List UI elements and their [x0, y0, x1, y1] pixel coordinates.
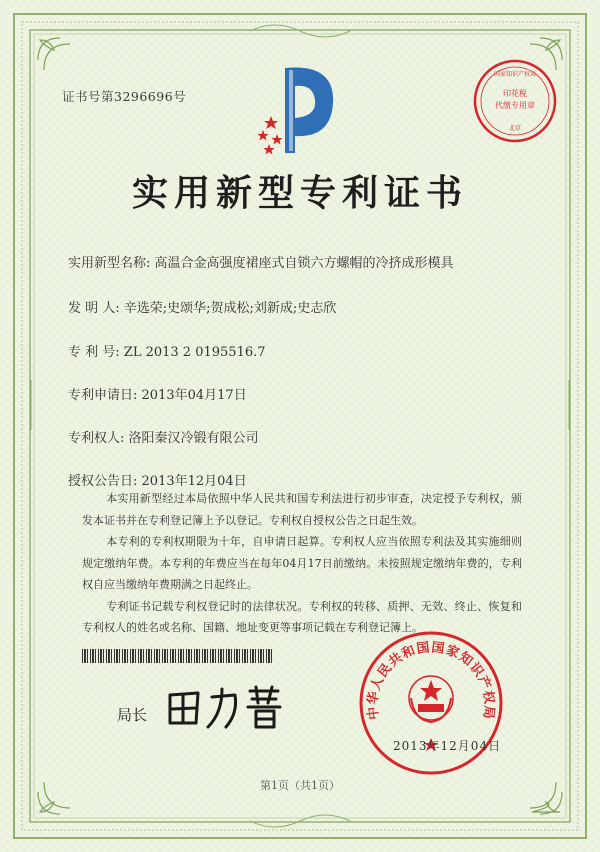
- body-paragraph: 本实用新型经过本局依照中华人民共和国专利法进行初步审查，决定授予专利权，颁发本证书并在专利登记簿上予以登记。专利权自授权公告之日起生效。: [82, 492, 522, 527]
- field-label: 专 利 号:: [68, 345, 120, 360]
- official-seal-icon: [356, 628, 506, 778]
- svg-text:代缴专用章: 代缴专用章: [495, 101, 535, 110]
- field-value: 辛选荣;史颂华;贺成松;刘新成;史志欣: [123, 301, 337, 316]
- field-value: ZL 2013 2 0195516.7: [123, 345, 266, 360]
- field-filing-date: [68, 384, 247, 403]
- certificate-title: 实用新型专利证书: [131, 172, 468, 214]
- field-utility-model-name: [68, 252, 454, 271]
- body-paragraph: 专利证书记载专利权登记时的法律状况。专利权的转移、质押、无效、终止、恢复和专利权人的姓名或名称、国籍、地址变更等事项记载在专利登记簿上。: [82, 599, 522, 634]
- svg-text:中华人民共和国国家知识产权局: 中华人民共和国国家知识产权局: [365, 640, 497, 721]
- field-label: 专利权人:: [68, 431, 125, 446]
- seal-date: 2013年12月04日: [393, 739, 502, 753]
- field-label: 发 明 人:: [68, 301, 120, 316]
- national-emblem-icon: [409, 676, 453, 722]
- field-value: 2013年04月17日: [141, 388, 247, 403]
- certificate-number: 证书号第3296696号: [62, 89, 187, 104]
- svg-text:北京: 北京: [508, 125, 522, 132]
- tax-seal-icon: [472, 58, 558, 144]
- page-footer: 第1页（共1页）: [260, 779, 340, 792]
- barcode: [82, 649, 272, 663]
- field-label: 授权公告日:: [68, 474, 138, 489]
- certificate-body: [82, 488, 522, 639]
- svg-text:印花税: 印花税: [503, 89, 527, 98]
- field-value: 2013年12月04日: [141, 474, 247, 489]
- field-grant-date: [68, 470, 247, 489]
- field-label: 专利申请日:: [68, 388, 138, 403]
- sipo-logo-icon: [255, 58, 345, 158]
- body-paragraph: 本专利的专利权期限为十年，自申请日起算。专利权人应当依照专利法及其实施细则规定缴纳年费。本专利的年费应当在每年04月17日前缴纳。未按照规定缴纳年费的，专利权自应当缴纳年费期满之日起终止。: [82, 535, 522, 591]
- director-label: 局长: [117, 706, 148, 724]
- director-signature: [160, 683, 290, 733]
- field-label: 实用新型名称:: [68, 256, 151, 271]
- field-patent-number: [68, 341, 266, 360]
- field-patentee: [68, 427, 259, 446]
- field-value: 洛阳秦汉冷锻有限公司: [128, 431, 259, 446]
- field-inventor: [68, 297, 336, 316]
- field-value: 高温合金高强度裙座式自锁六方螺帽的冷挤成形模具: [154, 256, 454, 271]
- svg-text:国家知识产权局: 国家知识产权局: [493, 71, 537, 78]
